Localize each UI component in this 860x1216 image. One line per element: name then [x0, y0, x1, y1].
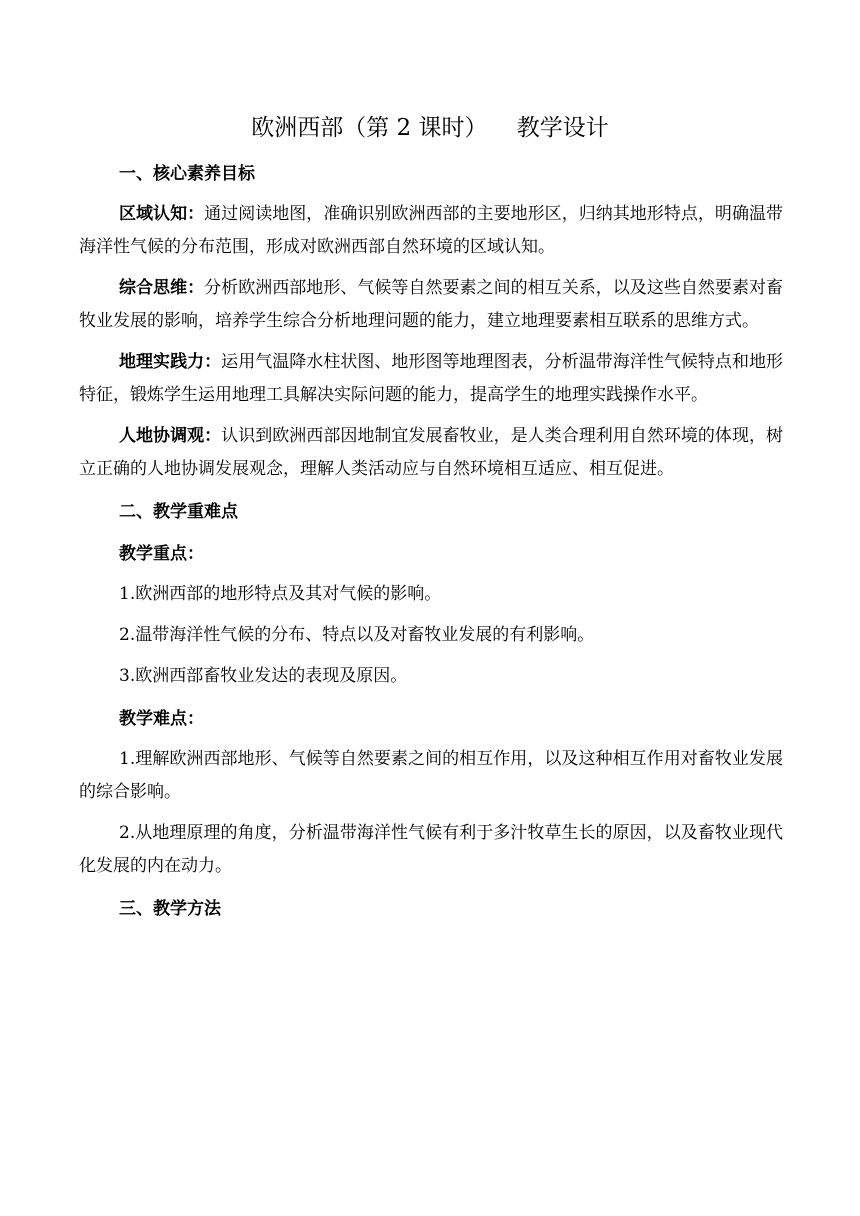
label-human-earth-harmony: 人地协调观：: [119, 426, 222, 446]
text-comprehensive-thinking: 分析欧洲西部地形、气候等自然要素之间的相互关系，以及这些自然要素对畜牧业发展的影响，培养学生综合分析地理问题的能力，建立地理要素相互联系的思维方式。: [79, 278, 784, 331]
section-heading-teaching-methods: 三、教学方法: [119, 899, 221, 919]
text-human-earth-harmony: 认识到欧洲西部因地制宜发展畜牧业，是人类合理利用自然环境的体现，树立正确的人地协调发展观念，理解人类活动应与自然环境相互适应、相互促进。: [79, 426, 784, 479]
section-heading-core-goals: 一、核心素养目标: [119, 164, 255, 184]
label-regional-cognition: 区域认知：: [119, 204, 205, 224]
key-point-item: 1.欧洲西部的地形特点及其对气候的影响。: [119, 584, 442, 604]
paragraph-comprehensive-thinking: [79, 272, 783, 338]
difficult-point-item: 1.理解欧洲西部地形、气候等自然要素之间的相互作用，以及这种相互作用对畜牧业发展的综合影响。: [79, 749, 783, 802]
document-body: [79, 156, 783, 933]
label-geographic-practice: 地理实践力：: [119, 352, 222, 372]
text-geographic-practice: 运用气温降水柱状图、地形图等地理图表，分析温带海洋性气候特点和地形特征，锻炼学生运用地理工具解决实际问题的能力，提高学生的地理实践操作水平。: [79, 352, 784, 405]
key-point-item: 3.欧洲西部畜牧业发达的表现及原因。: [119, 666, 408, 686]
difficult-point-item: 2.从地理原理的角度，分析温带海洋性气候有利于多汁牧草生长的原因，以及畜牧业现代化发展的内在动力。: [79, 823, 783, 876]
paragraph-geographic-practice: [79, 346, 783, 412]
label-difficult-points: 教学难点：: [119, 709, 204, 729]
paragraph-human-earth-harmony: [79, 420, 783, 486]
document-title: 欧洲西部（第 2 课时） 教学设计: [251, 115, 609, 141]
section-heading-key-difficult: 二、教学重难点: [119, 502, 238, 522]
key-point-item: 2.温带海洋性气候的分布、特点以及对畜牧业发展的有利影响。: [119, 625, 595, 645]
paragraph-regional-cognition: [79, 198, 783, 264]
label-key-points: 教学重点：: [119, 544, 204, 564]
label-comprehensive-thinking: 综合思维：: [119, 278, 205, 298]
text-regional-cognition: 通过阅读地图，准确识别欧洲西部的主要地形区，归纳其地形特点，明确温带海洋性气候的分布范围，形成对欧洲西部自然环境的区域认知。: [79, 204, 784, 257]
